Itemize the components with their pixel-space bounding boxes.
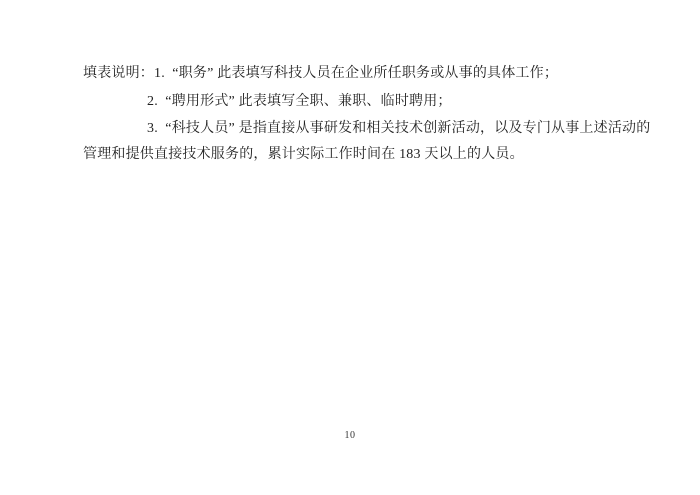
page-number: 10 [344,430,356,441]
fill-instructions-line-1: 填表说明：1. “职务” 此表填写科技人员在企业所任职务或从事的具体工作； [83,66,559,81]
fill-instructions-line-3: 3. “科技人员” 是指直接从事研发和相关技术创新活动，以及专门从事上述活动的 [147,121,651,136]
fill-instructions-line-4: 管理和提供直接技术服务的，累计实际工作时间在 183 天以上的人员。 [83,147,524,162]
fill-instructions-line-2: 2. “聘用形式” 此表填写全职、兼职、临时聘用； [147,94,452,109]
